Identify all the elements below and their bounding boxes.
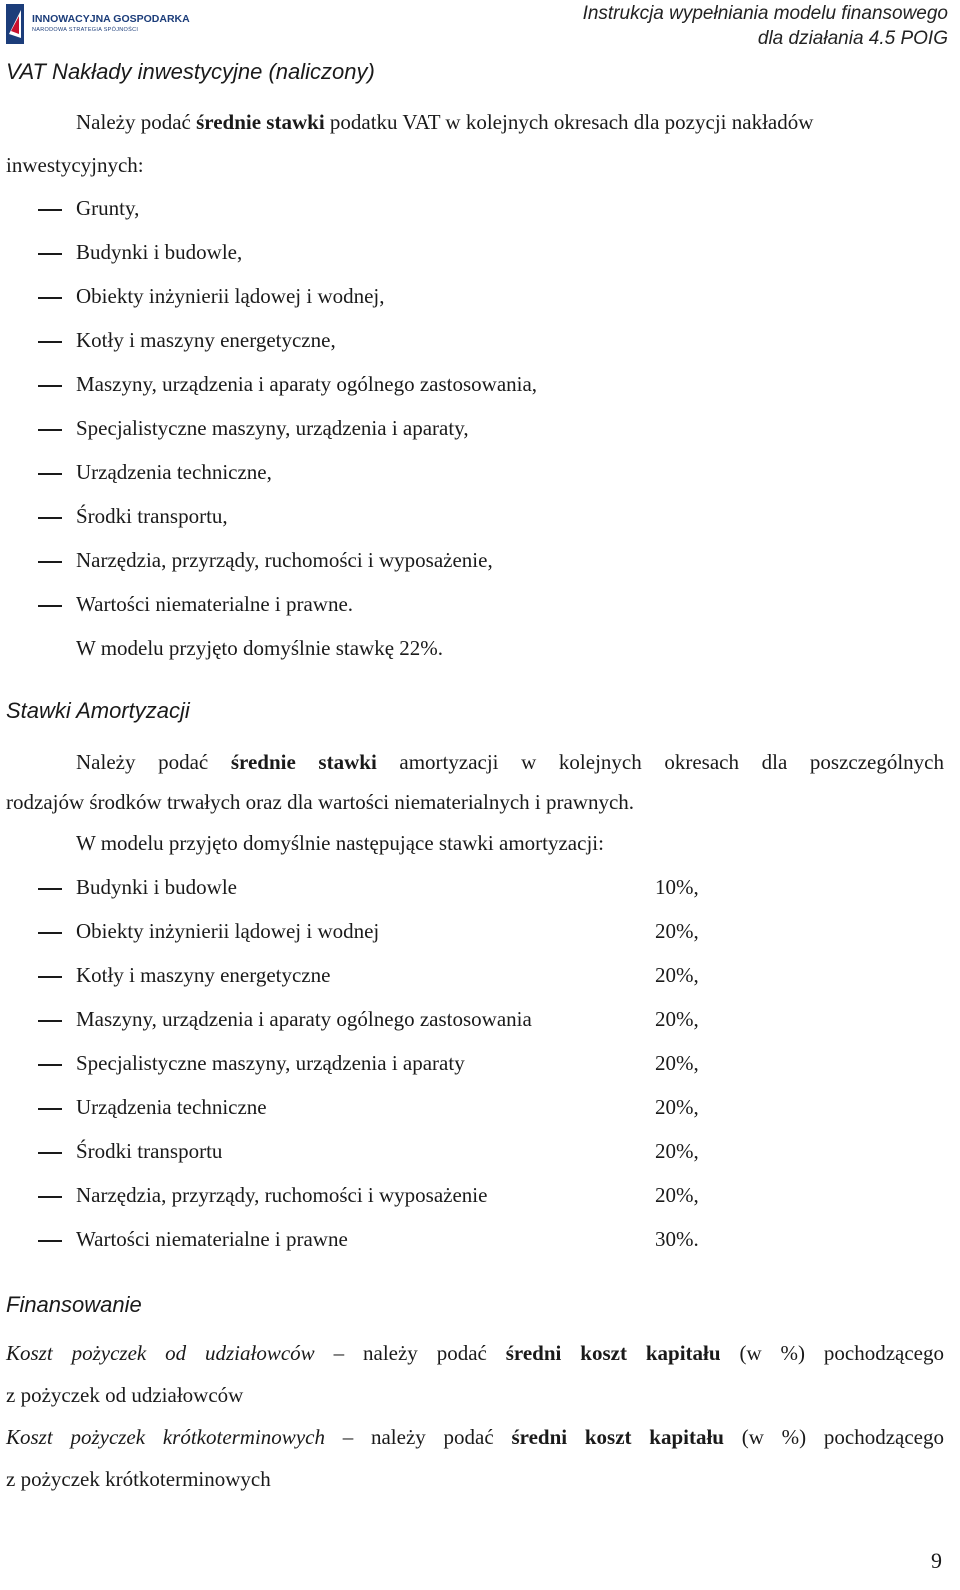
rate-label: Maszyny, urządzenia i aparaty ogólnego zastosowania xyxy=(76,1007,532,1031)
vat-intro-bold: średnie stawki xyxy=(196,110,325,134)
dash-bullet xyxy=(38,1020,62,1022)
vat-item-label: Narzędzia, przyrządy, ruchomości i wyposażenie, xyxy=(76,548,493,572)
vat-intro-post: podatku VAT w kolejnych okresach dla pozycji nakładów xyxy=(324,110,814,134)
dash-bullet xyxy=(38,1196,62,1198)
fin-para1-line xyxy=(6,1341,944,1366)
vat-intro-cont: inwestycyjnych: xyxy=(6,153,144,177)
rate-label: Urządzenia techniczne xyxy=(76,1095,267,1119)
running-header-line2: dla działania 4.5 POIG xyxy=(757,28,948,49)
rate-value: 30%. xyxy=(655,1227,699,1251)
vat-item-label: Specjalistyczne maszyny, urządzenia i aparaty, xyxy=(76,416,469,440)
fin-p1-post: (w %) pochodzącego xyxy=(720,1341,944,1365)
fin-p2-cont: z pożyczek krótkoterminowych xyxy=(6,1467,271,1491)
dash-bullet xyxy=(38,1064,62,1066)
rate-value: 20%, xyxy=(655,1139,699,1163)
dash-bullet xyxy=(38,209,62,211)
fin-p1-term: Koszt pożyczek od udziałowców xyxy=(6,1341,315,1365)
dash-bullet xyxy=(38,888,62,890)
fin-p2-bold: średni koszt kapitału xyxy=(511,1425,724,1449)
vat-intro-pre: Należy podać xyxy=(76,110,197,134)
fin-p1-mid: – należy podać xyxy=(314,1341,506,1365)
dash-bullet xyxy=(38,976,62,978)
vat-item-label: Środki transportu, xyxy=(76,504,228,528)
rate-value: 20%, xyxy=(655,1095,699,1119)
vat-item-label: Obiekty inżynierii lądowej i wodnej, xyxy=(76,284,385,308)
rate-label: Wartości niematerialne i prawne xyxy=(76,1227,348,1251)
rate-label: Specjalistyczne maszyny, urządzenia i aparaty xyxy=(76,1051,465,1075)
dash-bullet xyxy=(38,297,62,299)
rate-label: Środki transportu xyxy=(76,1139,223,1163)
fin-p2-post: (w %) pochodzącego xyxy=(723,1425,944,1449)
dash-bullet xyxy=(38,341,62,343)
rate-label: Obiekty inżynierii lądowej i wodnej xyxy=(76,919,380,943)
vat-default-note: W modelu przyjęto domyślnie stawkę 22%. xyxy=(76,636,444,660)
rate-label: Budynki i budowle xyxy=(76,875,237,899)
rate-value: 20%, xyxy=(655,963,699,987)
amort-intro-bold: średnie stawki xyxy=(230,750,377,774)
vat-item-label: Grunty, xyxy=(76,196,140,220)
rate-label: Narzędzia, przyrządy, ruchomości i wyposażenie xyxy=(76,1183,488,1207)
dash-bullet xyxy=(38,473,62,475)
vat-item-label: Kotły i maszyny energetyczne, xyxy=(76,328,336,352)
fin-p1-bold: średni koszt kapitału xyxy=(505,1341,721,1365)
dash-bullet xyxy=(38,429,62,431)
rate-value: 10%, xyxy=(655,875,699,899)
logo-flag-icon xyxy=(6,4,24,44)
dash-bullet xyxy=(38,1152,62,1154)
vat-item-label: Wartości niematerialne i prawne. xyxy=(76,592,354,616)
dash-bullet xyxy=(38,605,62,607)
fin-p2-mid: – należy podać xyxy=(324,1425,512,1449)
fin-p1-cont: z pożyczek od udziałowców xyxy=(6,1383,244,1407)
fin-para2-line xyxy=(6,1425,944,1450)
amort-default-note: W modelu przyjęto domyślnie następujące stawki amortyzacji: xyxy=(76,831,604,855)
vat-intro-line xyxy=(76,110,813,135)
vat-item-label: Urządzenia techniczne, xyxy=(76,460,272,484)
logo-name: INNOWACYJNA GOSPODARKA xyxy=(32,13,190,25)
dash-bullet xyxy=(38,253,62,255)
running-header-line1: Instrukcja wypełniania modelu finansowego xyxy=(582,3,948,24)
amort-intro-post: amortyzacji w kolejnych okresach dla poszczególnych xyxy=(376,750,945,774)
dash-bullet xyxy=(38,1240,62,1242)
rate-value: 20%, xyxy=(655,1051,699,1075)
vat-item-label: Budynki i budowle, xyxy=(76,240,243,264)
vat-item-label: Maszyny, urządzenia i aparaty ogólnego zastosowania, xyxy=(76,372,538,396)
rate-value: 20%, xyxy=(655,1183,699,1207)
section-title-amortization: Stawki Amortyzacji xyxy=(6,698,190,723)
dash-bullet xyxy=(38,561,62,563)
dash-bullet xyxy=(38,385,62,387)
dash-bullet xyxy=(38,517,62,519)
logo-tagline: NARODOWA STRATEGIA SPÓJNOŚCI xyxy=(32,27,139,33)
section-title-vat: VAT Nakłady inwestycyjne (naliczony) xyxy=(6,59,375,84)
rate-value: 20%, xyxy=(655,919,699,943)
rate-value: 20%, xyxy=(655,1007,699,1031)
dash-bullet xyxy=(38,932,62,934)
amort-intro-cont: rodzajów środków trwałych oraz dla wartości niematerialnych i prawnych. xyxy=(6,790,635,814)
amort-intro-pre: Należy podać xyxy=(76,750,231,774)
fin-p2-term: Koszt pożyczek krótkoterminowych xyxy=(6,1425,325,1449)
section-title-financing: Finansowanie xyxy=(6,1292,142,1317)
dash-bullet xyxy=(38,1108,62,1110)
rate-label: Kotły i maszyny energetyczne xyxy=(76,963,331,987)
amort-intro-line xyxy=(76,750,944,775)
page-number: 9 xyxy=(931,1548,942,1573)
